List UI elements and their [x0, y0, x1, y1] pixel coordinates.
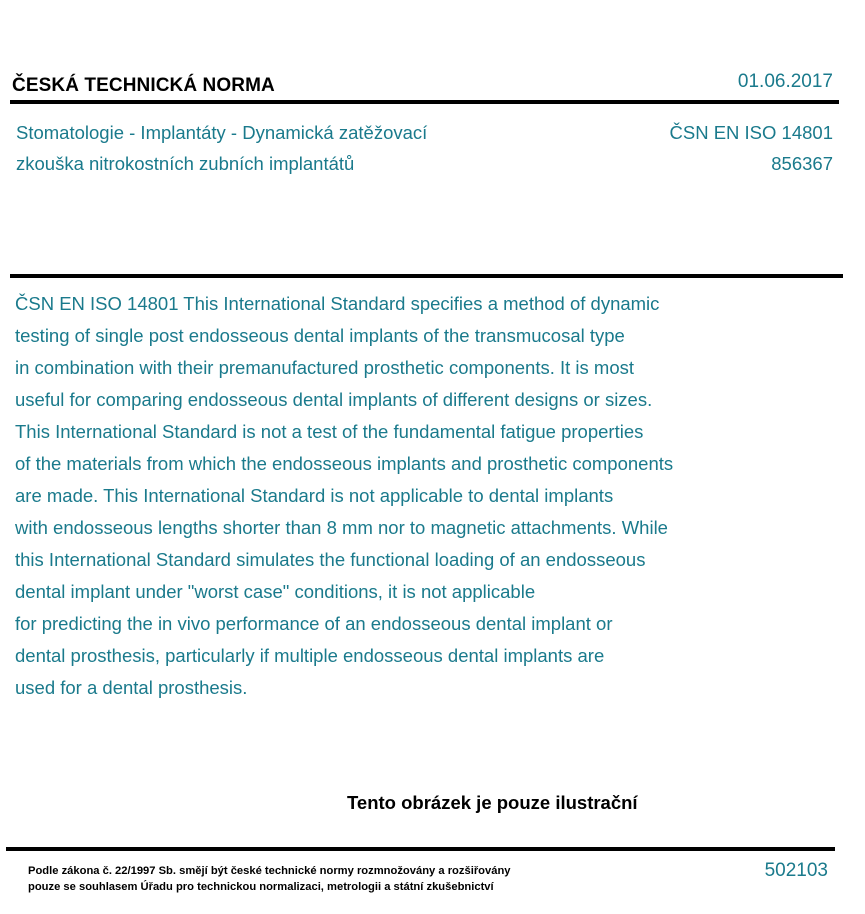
document-type-title: ČESKÁ TECHNICKÁ NORMA [12, 75, 275, 96]
abstract-text [15, 288, 673, 704]
abstract-line: This International Standard is not a test of the fundamental fatigue properties [15, 421, 644, 442]
abstract-line: in combination with their premanufactured prosthetic components. It is most [15, 357, 635, 378]
legal-line-2: pouze se souhlasem Úřadu pro technickou normalizaci, metrologii a státní zkušebnictví [28, 881, 494, 893]
illustrative-notice: Tento obrázek je pouze ilustrační [347, 792, 638, 813]
abstract-line: are made. This International Standard is not applicable to dental implants [15, 485, 614, 506]
standard-subject [16, 117, 427, 179]
abstract-line: testing of single post endosseous dental implants of the transmucosal type [15, 325, 625, 346]
abstract-line: with endosseous lengths shorter than 8 mm nor to magnetic attachments. While [15, 517, 668, 538]
abstract-line: ČSN EN ISO 14801 This International Standard specifies a method of dynamic [15, 293, 660, 314]
publication-date: 01.06.2017 [737, 71, 833, 92]
abstract-line: for predicting the in vivo performance of an endosseous dental implant or [15, 613, 613, 634]
abstract-line: this International Standard simulates the functional loading of an endosseous [15, 549, 646, 570]
header-divider [10, 100, 839, 104]
subject-line-1: Stomatologie - Implantáty - Dynamická zatěžovací [16, 122, 428, 143]
legal-notice [28, 863, 511, 895]
abstract-line: dental implant under "worst case" conditions, it is not applicable [15, 581, 536, 602]
standard-identifiers [670, 117, 834, 179]
footer-divider [6, 847, 835, 851]
abstract-line: useful for comparing endosseous dental implants of different designs or sizes. [15, 389, 653, 410]
abstract-line: of the materials from which the endosseous implants and prosthetic components [15, 453, 674, 474]
catalog-number: 502103 [764, 860, 828, 881]
classification-number: 856367 [771, 153, 833, 174]
abstract-line: used for a dental prosthesis. [15, 677, 248, 698]
abstract-line: dental prosthesis, particularly if multiple endosseous dental implants are [15, 645, 605, 666]
subject-line-2: zkouška nitrokostních zubních implantátů [16, 153, 355, 174]
section-divider [10, 274, 843, 278]
standard-code: ČSN EN ISO 14801 [669, 122, 833, 143]
legal-line-1: Podle zákona č. 22/1997 Sb. smějí být české technické normy rozmnožovány a rozšiřovány [28, 865, 511, 877]
